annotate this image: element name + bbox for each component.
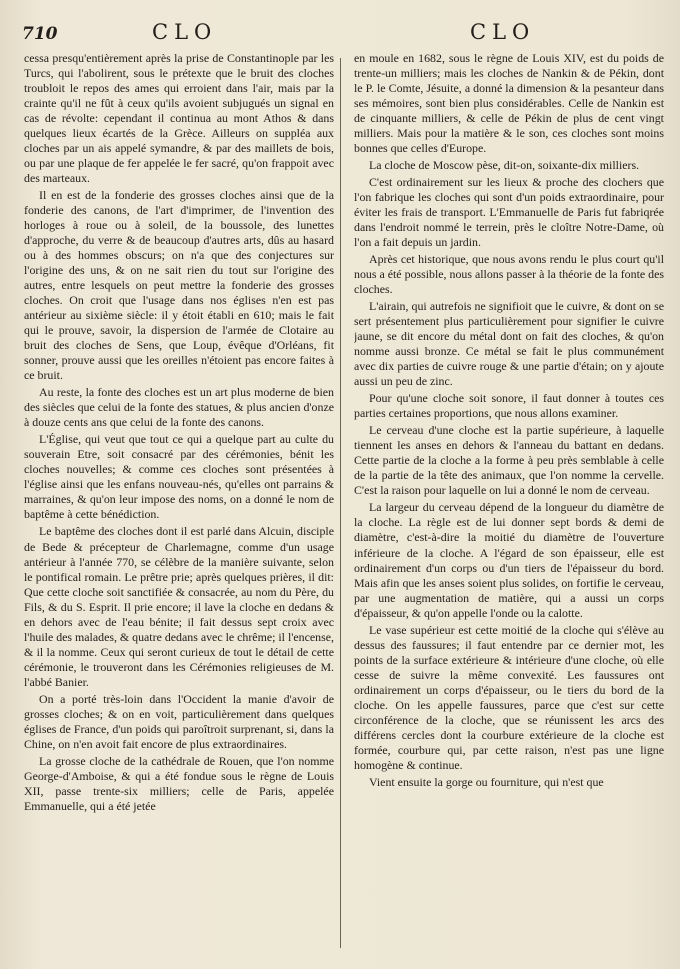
paragraph: On a porté très-loin dans l'Occident la manie d'avoir de grosses cloches; & on en voit, particulièrement dans quelques églises de France, d'un poids qui paroîtroit surprenant, si, dans la Chine, on n'en avoit fait encore de plus extraordinaires. <box>24 691 334 751</box>
right-column <box>354 51 664 956</box>
running-head-left: CLO <box>152 20 218 44</box>
running-header <box>0 18 680 50</box>
paragraph: L'Église, qui veut que tout ce qui a quelque part au culte du souverain Etre, soit consacré par des cérémonies, bénit les cloches nouvelles; & comme ces cloches sont présentées à l'église ainsi que les enfans nouveau-nés, qu'elles ont parrains & marraines, & qu'on leur impose des noms, on a donné le nom de baptême à cette bénédiction. <box>24 432 334 522</box>
paragraph: C'est ordinairement sur les lieux & proche des clochers que l'on fabrique les cloches qui sont d'un poids extraordinaire, pour éviter les frais de transport. L'Emmanuelle de Paris fut fabriqrée dans l'endroit nommé le terrein, près le cloître Notre-Dame, où l'on a fait depuis un jardin. <box>354 175 664 250</box>
paragraph: en moule en 1682, sous le règne de Louis XIV, est du poids de trente-un milliers; mais les cloches de Nankin & de Pékin, dont le P. le Comte, Jésuite, a donné la dimension & la pesanteur dans ses mémoires, sont bien plus considérables. Celle de Nankin est de cinquante milliers, & celle de Pékin de plus de cent vingt milliers. Mais pour la matière & le son, ces cloches sont moins bonnes que celles d'Europe. <box>354 51 664 156</box>
paragraph: Le vase supérieur est cette moitié de la cloche qui s'élève au dessus des faussures; il faut entendre par ce dernier mot, les points de la surface extérieure & intérieure d'une cloche, où elle cesse de suivre la même convexité. Les faussures ont ordinairement un corps d'épaisseur, ou le tiers du bord de la cloche. On les appelle faussures, parce que c'est sur cette circonférence de la cloche, que se réunissent les arcs des différens cercles dont la courbure extérieure de la cloche est formée, courbure qui, par cette raison, n'est pas une ligne homogène & continue. <box>354 622 664 772</box>
paragraph: Après cet historique, que nous avons rendu le plus court qu'il nous a été possible, nous allons passer à la théorie de la fonte des cloches. <box>354 252 664 297</box>
paragraph: L'airain, qui autrefois ne signifioit que le cuivre, & dont on se sert présentement plus particulièrement pour signifier le cuivre jaune, se dit encore du métal dont on fait des cloches, & qu'on nomme aussi bronze. Ce métal se fait le plus communément avec dix parties de cuivre rouge & une partie d'étain; on y ajoute aussi un peu de zinc. <box>354 299 664 389</box>
paragraph: La grosse cloche de la cathédrale de Rouen, que l'on nomme George-d'Amboise, & qui a été fondue sous le règne de Louis XII, passe trente-six milliers; celle de Paris, appelée Emmanuelle, qui a été jetée <box>24 753 334 813</box>
paragraph: Au reste, la fonte des cloches est un art plus moderne de bien des siècles que celui de la fonte des statues, & plus ancien d'onze à douze cents ans que celui de la fonte des canons. <box>24 385 334 430</box>
paragraph: Le cerveau d'une cloche est la partie supérieure, à laquelle tiennent les anses en dehors & l'anneau du battant en dedans. Cette partie de la cloche a la forme à peu près semblable à celle de la partie de la tête des animaux, que l'on nomme la cervelle. C'est la raison pour laquelle on lui a donné le nom de cerveau. <box>354 423 664 498</box>
paragraph: cessa presqu'entièrement après la prise de Constantinople par les Turcs, qui l'abolirent, sous le prétexte que le bruit des cloches troubloit le repos des ames qui erroient dans l'air, mais par la crainte qu'il ne fût à ceux qu'ils avoient subjugués un signal en cas de révolte: cependant il continua au mont Athos & dans quelques lieux écartés de la Grèce. Ailleurs on suppléa aux cloches par un ais appelé symandre, & par des maillets de bois, ou par une plaque de fer appelée le fer sacré, qu'on frappoit avec des marteaux. <box>24 51 334 186</box>
paragraph: Le baptême des cloches dont il est parlé dans Alcuin, disciple de Bede & précepteur de Charlemagne, comme d'un usage antérieur à l'année 770, se célèbre de la manière suivante, selon le pontifical romain. Le prêtre prie; après quelques prières, il dit: Que cette cloche soit sanctifiée & consacrée, au nom du Père, du Fils, & du S. Esprit. Il prie encore; il lave la cloche en dedans & en dehors avec de l'eau bénite; il fait dessus sept croix avec l'huile des malades, & quatre dedans avec le chrême; il l'encense, & il la nomme. Ceux qui seront curieux de tout le détail de cette cérémonie, le trouveront dans les Cérémonies religieuses de M. l'abbé Banier. <box>24 524 334 689</box>
page-number: 710 <box>22 24 58 44</box>
running-head-right: CLO <box>470 20 536 44</box>
column-divider <box>340 58 341 948</box>
paragraph: La cloche de Moscow pèse, dit-on, soixante-dix milliers. <box>369 158 640 173</box>
paragraph: Pour qu'une cloche soit sonore, il faut donner à toutes ces parties certaines proportions, que nous allons examiner. <box>354 391 664 421</box>
paragraph: Vient ensuite la gorge ou fourniture, qui n'est que <box>369 774 604 789</box>
paragraph: Il en est de la fonderie des grosses cloches ainsi que de la fonderie des canons, de l'art d'imprimer, de l'invention des horloges à roue ou à soleil, de la boussole, des lunettes d'approche, du verre & de beaucoup d'autres arts, dûs au hasard ou à des hommes obscurs; on n'a que des conjectures sur l'origine des uns, & on ne sait rien du tout sur l'origine des autres, entre lesquels on peut mettre la fonderie des grosses cloches. On croit que l'usage dans nos églises n'en est pas antérieur au sixième siècle: il y étoit établi en 610; mais le fait qui le prouve, savoir, la dispersion de l'armée de Clotaire au bruit des cloches de Sens, que Loup, évêque d'Orléans, fit sonner, prouve aussi que les oreilles n'étoient pas encore faites à ce bruit. <box>24 188 334 383</box>
left-column <box>24 51 334 956</box>
paragraph: La largeur du cerveau dépend de la longueur du diamètre de la cloche. La règle est de lui donner sept bords & demi de diamètre, c'est-à-dire la moitié du diamètre de l'ouverture inférieure de la cloche. A l'égard de son épaisseur, elle est ordinairement d'un corps ou d'un tiers de l'épaisseur du bord. Mais afin que les anses soient plus solides, on fortifie le cerveau, par une augmentation de matière, qui a aussi un corps d'épaisseur, & qu'on appelle l'onde ou la calotte. <box>354 500 664 620</box>
